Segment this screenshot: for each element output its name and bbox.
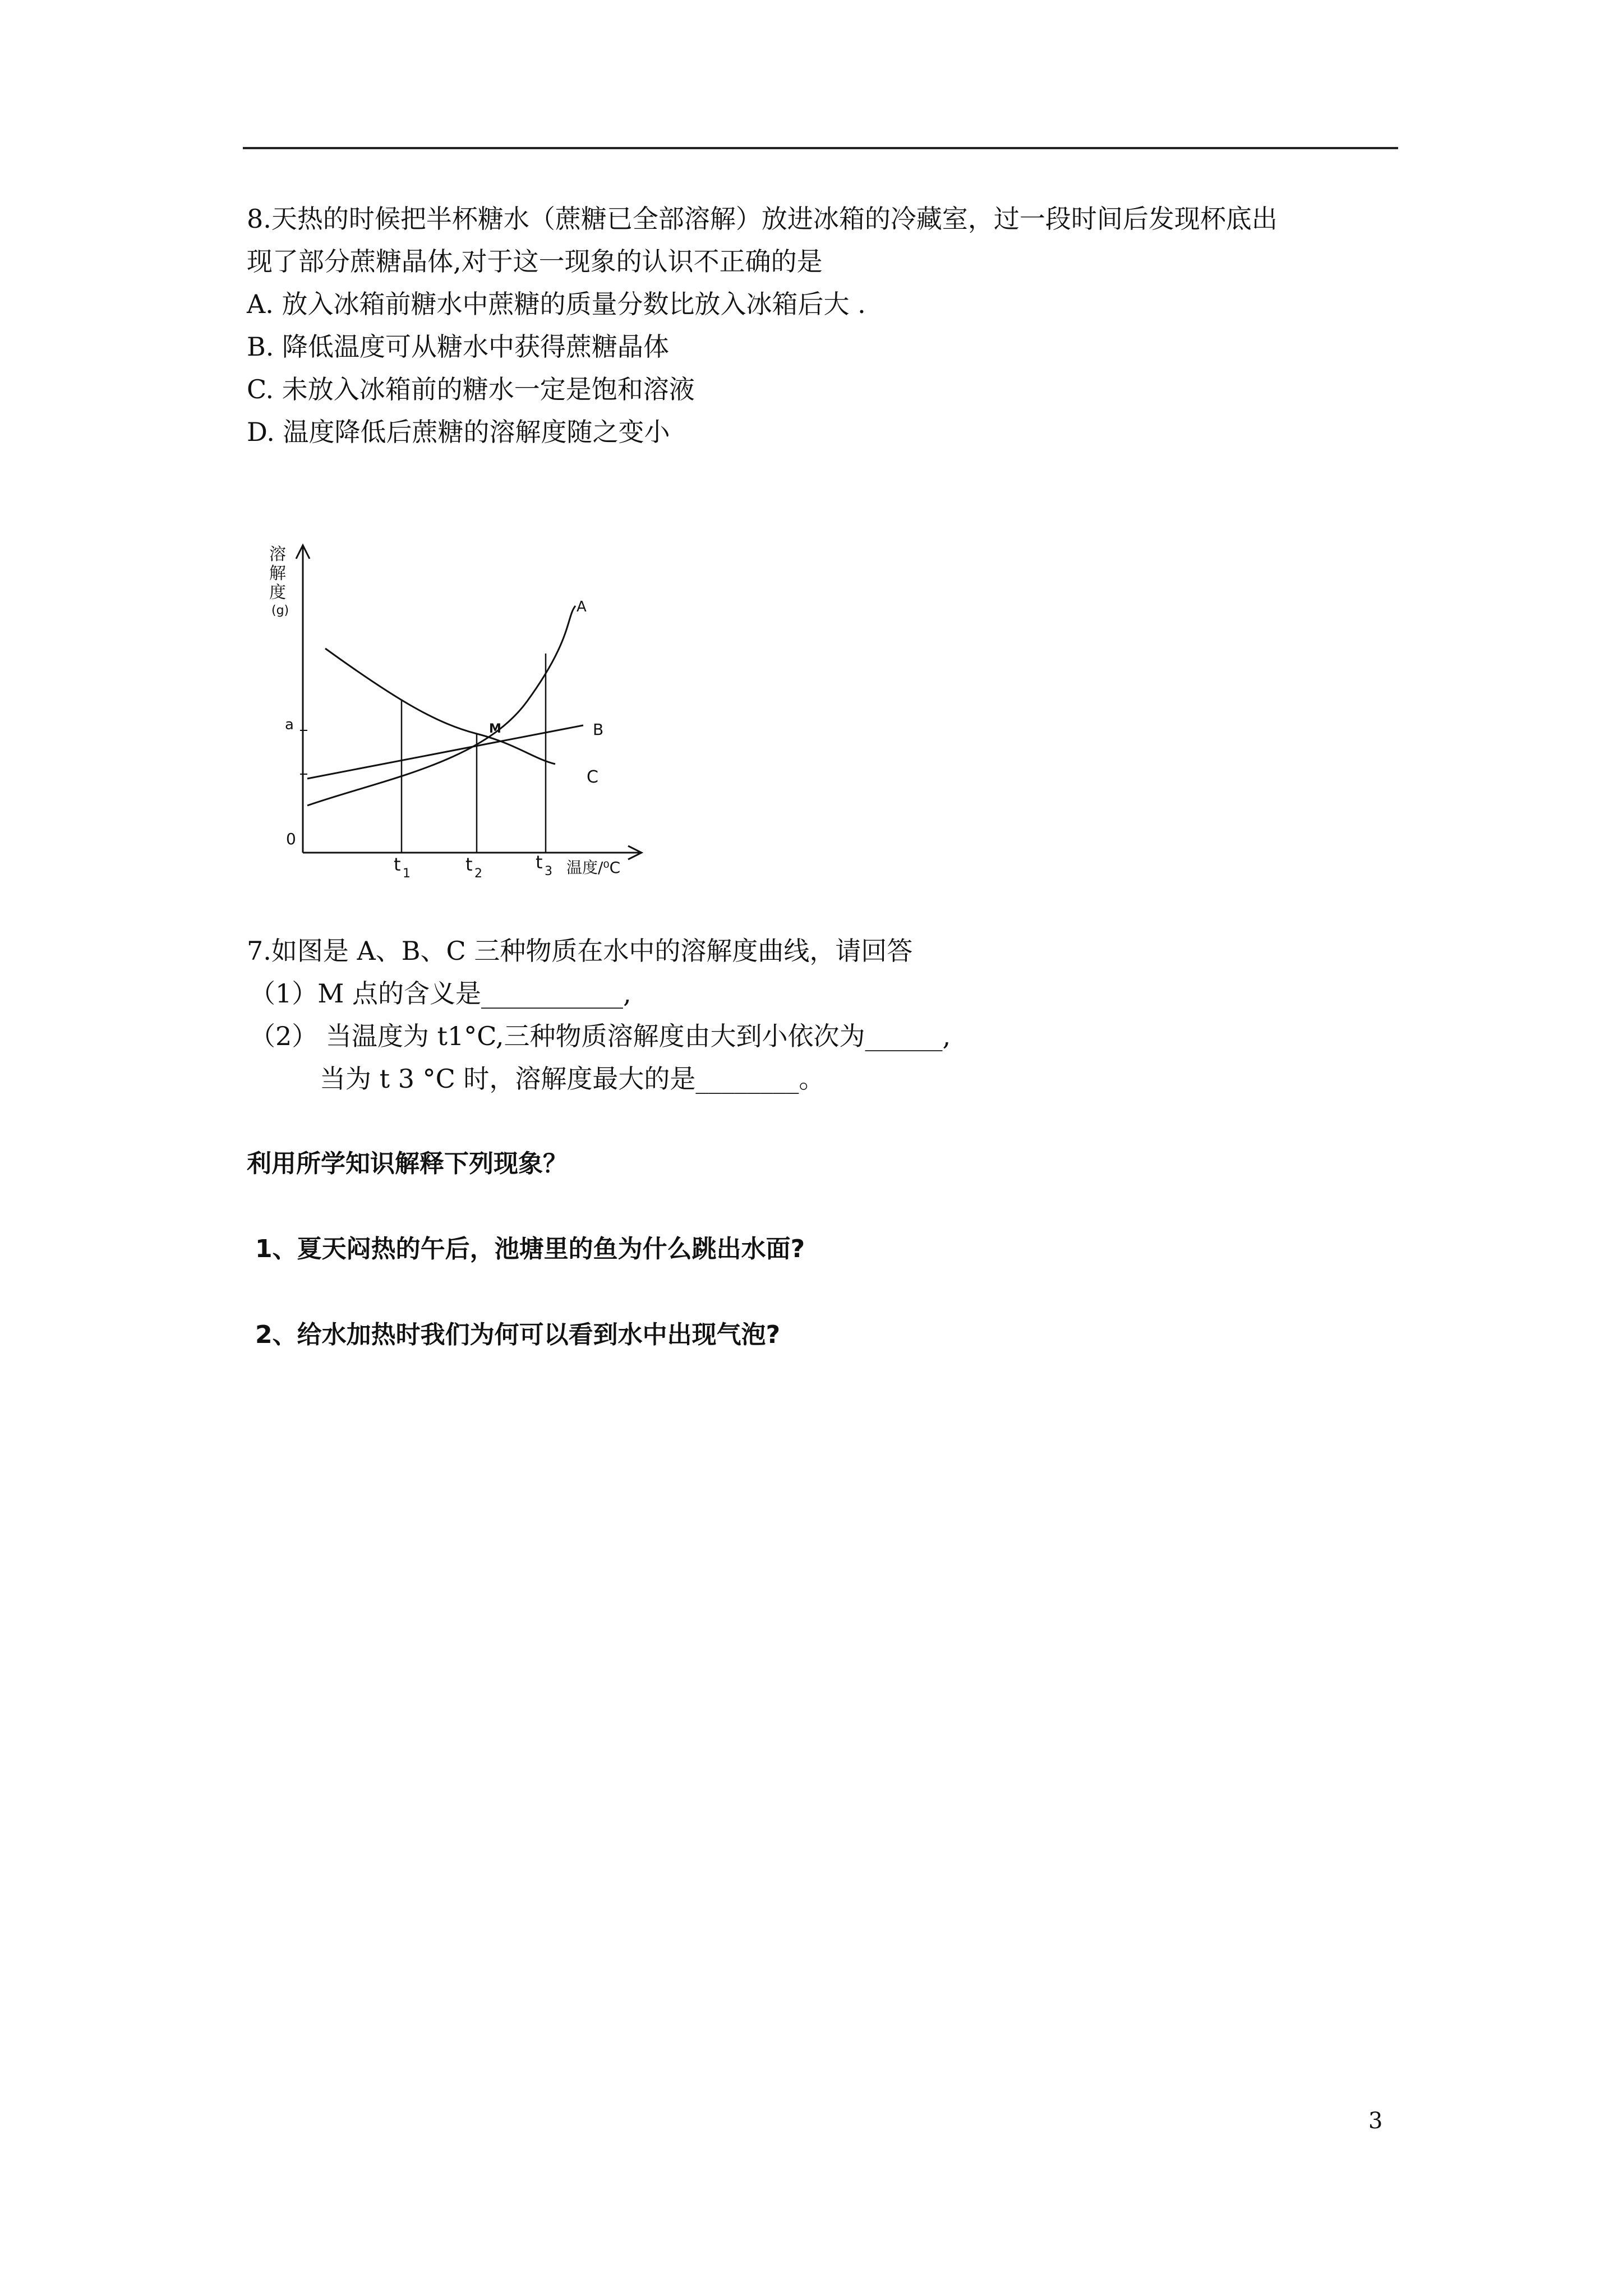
explain-heading: 利用所学知识解释下列现象？ [247, 1149, 568, 1178]
svg-text:3: 3 [545, 864, 552, 878]
x-tick-t2 [465, 854, 482, 881]
y-label-3: (g) [271, 604, 289, 618]
series-label-c: C [587, 767, 598, 787]
x-tick-t1 [394, 854, 411, 881]
explain-item-1: 1、夏天闷热的午后，池塘里的鱼为什么跳出水面? [255, 1235, 805, 1263]
y-label-1: 解 [269, 564, 286, 583]
svg-text:1: 1 [403, 867, 411, 881]
series-label-b: B [593, 720, 604, 739]
y-label-2: 度 [269, 583, 286, 602]
y-tick-a: a [285, 716, 294, 733]
svg-text:t: t [465, 854, 473, 875]
x-tick-t3 [536, 852, 552, 878]
solubility-chart [269, 539, 673, 886]
q7-line-2: （1）M 点的含义是___________, [250, 978, 631, 1009]
svg-text:t: t [394, 854, 401, 875]
point-label-m: M [489, 722, 501, 736]
curve-c [325, 648, 555, 764]
curve-b [307, 725, 583, 779]
x-axis-label: 温度/⁰C [566, 858, 621, 877]
q8-option-d: D. 温度降低后蔗糖的溶解度随之变小 [247, 417, 670, 447]
q8-option-a: A. 放入冰箱前糖水中蔗糖的质量分数比放入冰箱后大 . [247, 289, 866, 319]
y-label-0: 溶 [269, 545, 286, 564]
q7-line-1: 7.如图是 A、B、C 三种物质在水中的溶解度曲线，请回答 [247, 936, 913, 966]
explain-item-2: 2、给水加热时我们为何可以看到水中出现气泡? [255, 1320, 781, 1349]
q8-option-c: C. 未放入冰箱前的糖水一定是饱和溶液 [247, 374, 695, 404]
svg-text:t: t [536, 852, 543, 873]
q8-option-b: B. 降低温度可从糖水中获得蔗糖晶体 [247, 332, 670, 362]
header-rule [243, 147, 1398, 149]
page-number: 3 [1368, 2108, 1383, 2134]
q8-line-2: 现了部分蔗糖晶体,对于这一现象的认识不正确的是 [247, 246, 823, 277]
curve-a [307, 606, 575, 806]
series-label-a: A [577, 599, 587, 615]
svg-text:2: 2 [474, 867, 482, 881]
q8-line-1: 8.天热的时候把半杯糖水（蔗糖已全部溶解）放进冰箱的冷藏室，过一段时间后发现杯底出 [247, 204, 1278, 234]
q7-line-3: （2） 当温度为 t1°C,三种物质溶解度由大到小依次为______, [250, 1021, 951, 1051]
origin-label: 0 [286, 830, 296, 848]
q7-line-4: 当为 t 3 °C 时，溶解度最大的是________。 [320, 1064, 825, 1094]
